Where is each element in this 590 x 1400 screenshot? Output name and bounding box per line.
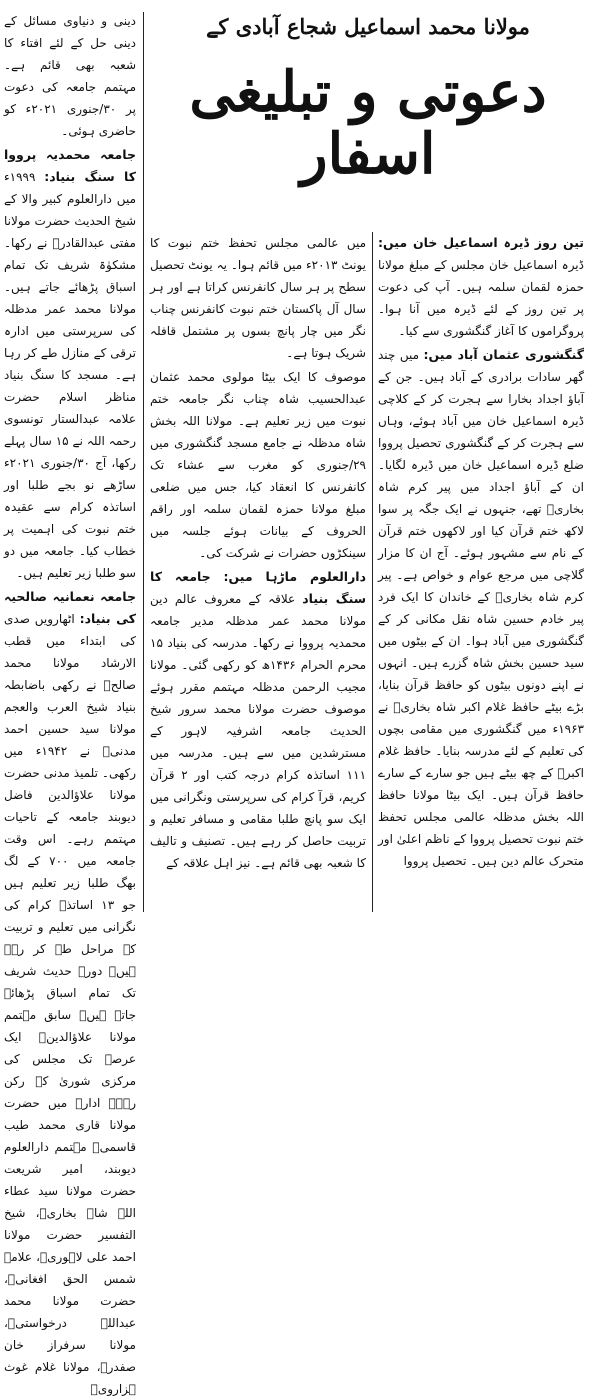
paragraph-text: علاقہ کے معروف عالم دین مولانا محمد عمر مدظلہ مدیر جامعہ محمدیہ پرووا نے رکھا۔ مدرسہ کی بنیاد ۱۵ محرم الحرام ۱۴۳۶ھ کو رکھی گئی۔ مولانا مجیب الرحمن مدظلہ مہتمم مقرر ہوئے موصوف حضرت مولانا محمد سرور شیخ الحدیث جامعہ اشرفیہ لاہور کے مسترشدین میں سے ہیں۔ مدرسہ میں ۱۱۱ اساتذہ کرام درجہ کتب اور ۲ قرآن کریم، قرآ کرام کی سرپرستی ونگرانی میں ایک سو پانچ طلبا مقامی و مسافر تعلیم و تربیت حاصل کر رہے ہیں۔ تصنیف و تالیف کا شعبہ بھی قائم ہے۔ نیز اہل علاقہ کے	[150, 592, 367, 870]
paragraph-heading: جامعہ نعمانیہ صالحیہ کی بنیاد:	[4, 589, 136, 626]
column-middle	[150, 232, 366, 915]
paragraph-heading: گنگشوری عثمان آباد میں:	[423, 347, 584, 362]
paragraph-text: میں چند گھر سادات برادری کے آباد ہیں۔ جن کے آباؤ اجداد بخارا سے ہجرت کر کے کلاچی ڈیرہ اسماعیل خان میں آباد ہوئے، وہاں سے ہجرت کر کے گنگشوری تحصیل پرووا ضلع ڈیرہ اسماعیل خان میں ڈیرہ لگایا۔ ان کے آباؤ اجداد میں پیر کرم شاہ بخاریؒ تھے، جنہوں نے ایک جگہ پر سوا لاکھ ختم قرآن کیا اور لاکھوں ختم قرآن کے نام سے مشہور ہوئے۔ آج ان کا مزار گلاچی میں مرجع عوام و خواص ہے۔ پیر کرم شاہ بخاریؒ کے خاندان کا ایک فرد پیر خادم حسین شاہ نقل مکانی کر کے گنگشوری میں آباد ہوا۔ ان کے بیٹوں میں سید حسین بخش شاہ گزرے ہیں۔ انہوں نے اپنے دونوں بیٹوں کو حافظ قرآن بنایا، بڑے بیٹے حافظ غلام اکبر شاہ بخاریؒ نے ۱۹۶۳ء میں گنگشوری میں مقامی بچوں کی تعلیم کے لئے مدرسہ بنایا۔ حافظ غلام اکبرؒ کے چھ بیٹے ہیں جو سارے کے سارے حافظ قرآن ہیں۔ ایک بیٹا مولانا حافظ اللہ بخش مدظلہ عالمی مجلس تحفظ ختم نبوت تحصیل پرووا کے ناظم اعلیٰ اور متحرک عالم دین ہیں۔ تحصیل پرووا	[378, 348, 584, 868]
article-header	[150, 8, 586, 228]
column-divider-right	[372, 232, 373, 912]
paragraph	[378, 344, 584, 872]
article-title: دعوتی و تبلیغی اسفار	[189, 59, 547, 187]
column-left	[4, 10, 137, 1396]
paragraph	[4, 144, 136, 584]
paragraph	[150, 232, 366, 364]
paragraph-text: میں عالمی مجلس تحفظ ختم نبوت کا یونٹ ۲۰۱۳ء میں قائم ہوا۔ یہ یونٹ تحصیل سطح پر ہر سال کانفرنس کراتا ہے اور ہر سال آل پاکستان ختم نبوت کانفرنس چناب نگر میں چار پانچ بسوں پر مشتمل قافلہ شریک ہوتا ہے۔	[150, 236, 366, 360]
paragraph	[4, 586, 136, 1400]
paragraph	[150, 566, 366, 874]
paragraph-text: دینی و دنیاوی مسائل کے دینی حل کے لئے افتاء کا شعبہ بھی قائم ہے۔ مہتمم جامعہ کی دعوت پر ۳۰/جنوری ۲۰۲۱ء کو حاضری ہوئی۔	[4, 14, 136, 138]
column-divider-left	[143, 12, 144, 912]
paragraph-heading: جامعہ محمدیہ پرووا کا سنگ بنیاد:	[4, 147, 136, 184]
column-right	[378, 232, 584, 915]
paragraph-text: ۱۹۹۹ء میں دارالعلوم کبیر والا کے شیخ الحدیث حضرت مولانا مفتی عبدالقادرؒ نے رکھا۔ مشکوٰۃ شریف تک تمام اسباق پڑھائے جاتے ہیں۔ مولانا محمد عمر مدظلہ کی سرپرستی میں ادارہ ترقی کے منازل طے کر رہا ہے۔ مسجد کا سنگ بنیاد مناظر اسلام حضرت علامہ عبدالستار تونسوی رحمہ اللہ نے ۱۵ سال پہلے رکھا، آج ۳۰/جنوری ۲۰۲۱ء ساڑھے نو بجے طلبا اور اساتذہ کرام سے عقیدہ ختم نبوت کی اہمیت پر خطاب کیا۔ جامعہ میں دو سو طلبا زیر تعلیم ہیں۔	[4, 170, 136, 580]
article-subtitle: مولانا محمد اسماعیل شجاع آبادی کے	[206, 14, 530, 39]
paragraph-text: ڈیرہ اسماعیل خان مجلس کے مبلغ مولانا حمزہ لقمان سلمہ ہیں۔ آپ کی دعوت پر تین روز کے لئے ڈیرہ میں آنا ہوا۔ پروگراموں کا آغاز گنگشوری سے کیا۔	[378, 258, 584, 338]
paragraph-heading: دارالعلوم ماڑہا میں: جامعہ کا سنگ بنیاد	[150, 569, 366, 606]
paragraph-text: موصوف کا ایک بیٹا مولوی محمد عثمان عبدالحسیب شاہ چناب نگر جامعہ ختم نبوت میں زیر تعلیم ہے۔ مولانا اللہ بخش شاہ مدظلہ نے جامع مسجد گنگشوری میں ۲۹/جنوری کو مغرب سے عشاء تک کانفرنس کا انعقاد کیا، جس میں ضلعی مبلغ مولانا حمزہ لقمان سلمہ اور راقم الحروف کے بیانات ہوئے جلسہ میں سینکڑوں حضرات نے شرکت کی۔	[150, 370, 366, 560]
paragraph	[4, 10, 136, 142]
paragraph	[150, 366, 366, 564]
paragraph	[378, 232, 584, 342]
paragraph-heading: تین روز ڈیرہ اسماعیل خان میں:	[378, 235, 584, 250]
paragraph-text: اٹھارویں صدی کی ابتداء میں قطب الارشاد مولانا محمد صالحؒ نے رکھی باضابطہ بنیاد شیخ العرب والعجم مولانا سید حسین احمد مدنیؒ نے ۱۹۴۲ء میں رکھی۔ تلمیذ مدنی حضرت مولانا علاؤالدین فاضل دیوبند جامعہ کے تاحیات مہتمم رہے۔ اس وقت جامعہ میں ۷۰۰ کے لگ بھگ طلبا زیر تعلیم ہیں جو ۱۳ اساتذہ کرام کی نگرانی میں تعلیم و تربیت کے مراحل طے کر رہے ہیں۔ دورۂ حدیث شریف تک تمام اسباق پڑھائے جاتے ہیں۔ سابق مہتمم مولانا علاؤالدینؒ ایک عرصہ تک مجلس کی مرکزی شوریٰ کے رکن رہے۔ ادارہ میں حضرت مولانا قاری محمد طیب قاسمیؒ مہتمم دارالعلوم دیوبند، امیر شریعت حضرت مولانا سید عطاء اللہ شاہ بخاریؒ، شیخ التفسیر حضرت مولانا احمد علی لاہوریؒ، علامہ شمس الحق افغانیؒ، حضرت مولانا محمد عبداللہ درخواستیؒ، مولانا سرفراز خان صفدرؒ، مولانا غلام غوث ہزارویؒ	[4, 612, 137, 1396]
